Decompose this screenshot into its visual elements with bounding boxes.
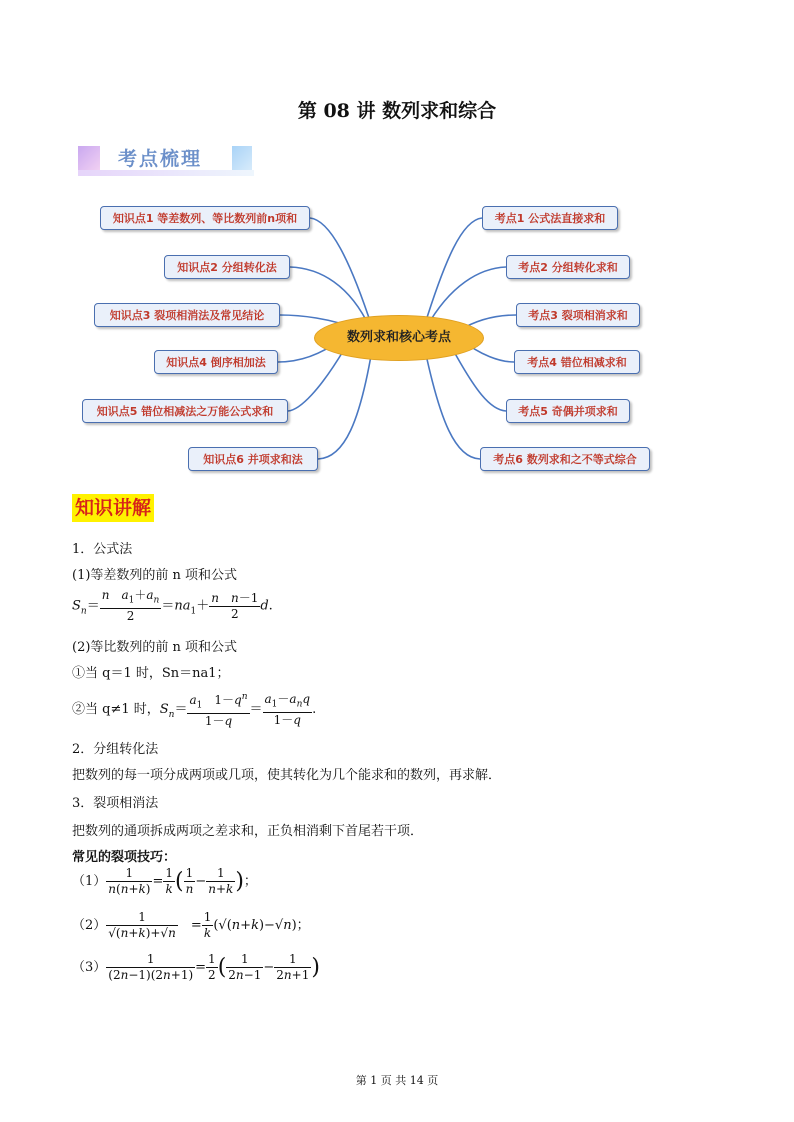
page-title: 第 08 讲 数列求和综合: [297, 100, 497, 122]
technique-1: （1） $\frac{1}{n(n+k)}$ = $\frac{1}{k}$ ( $\frac{1}{n}$ − $\frac{1}{n+k}$ )；: [72, 866, 257, 896]
geometric-case-1-prefix: ①当 q＝1 时，: [72, 666, 162, 681]
technique-2-label: （2）: [72, 918, 107, 933]
section-banner: [78, 142, 258, 178]
geometric-case-2: ②当 q≠1 时，$S_n=$ $\frac{a_1 1-q^n}{1-q}$ ＝ $\frac{a_1-a_nq}{1-q}$ .: [72, 691, 317, 729]
method-3-text: 把数列的通项拆成两项之差求和，正负相消剩下首尾若干项．: [72, 824, 424, 839]
page-footer: 第 1 页 共 14 页: [355, 1074, 439, 1087]
geometric-case-1: [72, 662, 230, 681]
knowledge-point-4: 知识点4 倒序相加法: [154, 350, 278, 374]
method-2-title: 2．分组转化法: [72, 742, 159, 757]
mind-map-center: 数列求和核心考点: [314, 315, 484, 361]
knowledge-point-2: 知识点2 分组转化法: [164, 255, 290, 279]
exam-point-6: 考点6 数列求和之不等式综合: [480, 447, 650, 471]
geometric-case-1-formula: Sn＝na1；: [161, 666, 230, 681]
mind-map: [0, 190, 794, 480]
banner-text: 考点梳理: [118, 148, 203, 170]
banner-decoration-left: [78, 146, 100, 172]
method-1b-text: (2)等比数列的前 n 项和公式: [72, 640, 238, 655]
exam-point-4: 考点4 错位相减求和: [514, 350, 640, 374]
section-heading: 知识讲解: [72, 494, 154, 522]
method-1a-text: (1)等差数列的前 n 项和公式: [72, 568, 238, 583]
knowledge-point-3: 知识点3 裂项相消法及常见结论: [94, 303, 280, 327]
exam-point-1: 考点1 公式法直接求和: [482, 206, 618, 230]
exam-point-3: 考点3 裂项相消求和: [516, 303, 640, 327]
method-2-text: 把数列的每一项分成两项或几项，使其转化为几个能求和的数列，再求解．: [72, 768, 502, 783]
knowledge-point-6: 知识点6 并项求和法: [188, 447, 318, 471]
split-techniques-heading: 常见的裂项技巧：: [72, 850, 177, 865]
exam-point-5: 考点5 奇偶并项求和: [506, 399, 630, 423]
geometric-case-2-prefix: ②当 q≠1 时，: [72, 702, 160, 718]
method-1-title: 1．公式法: [72, 542, 133, 557]
technique-3: （3） $\frac{1}{(2n-1)(2n+1)}$ = $\frac{1}{2}$ ( $\frac{1}{2n-1}$ − $\frac{1}{2n+1}$ ): [72, 952, 320, 982]
exam-point-2: 考点2 分组转化求和: [506, 255, 630, 279]
knowledge-point-5: 知识点5 错位相减法之万能公式求和: [82, 399, 288, 423]
technique-2: （2） $\frac{1}{√(n+k)+√n}$ = $\frac{1}{k}$ (√(n+k)−√n)；: [72, 910, 310, 940]
banner-decoration-right: [232, 146, 252, 172]
technique-3-label: （3）: [72, 960, 107, 975]
arithmetic-sum-formula: $S_n=$ $\frac{n a_1+a_n}{2}$ $=na_1+$ $\frac{\text{n n－1}}{2}$ d.: [72, 588, 273, 624]
technique-1-label: （1）: [72, 874, 107, 889]
method-3-title: 3．裂项相消法: [72, 796, 159, 811]
knowledge-point-1: 知识点1 等差数列、等比数列前n项和: [100, 206, 310, 230]
